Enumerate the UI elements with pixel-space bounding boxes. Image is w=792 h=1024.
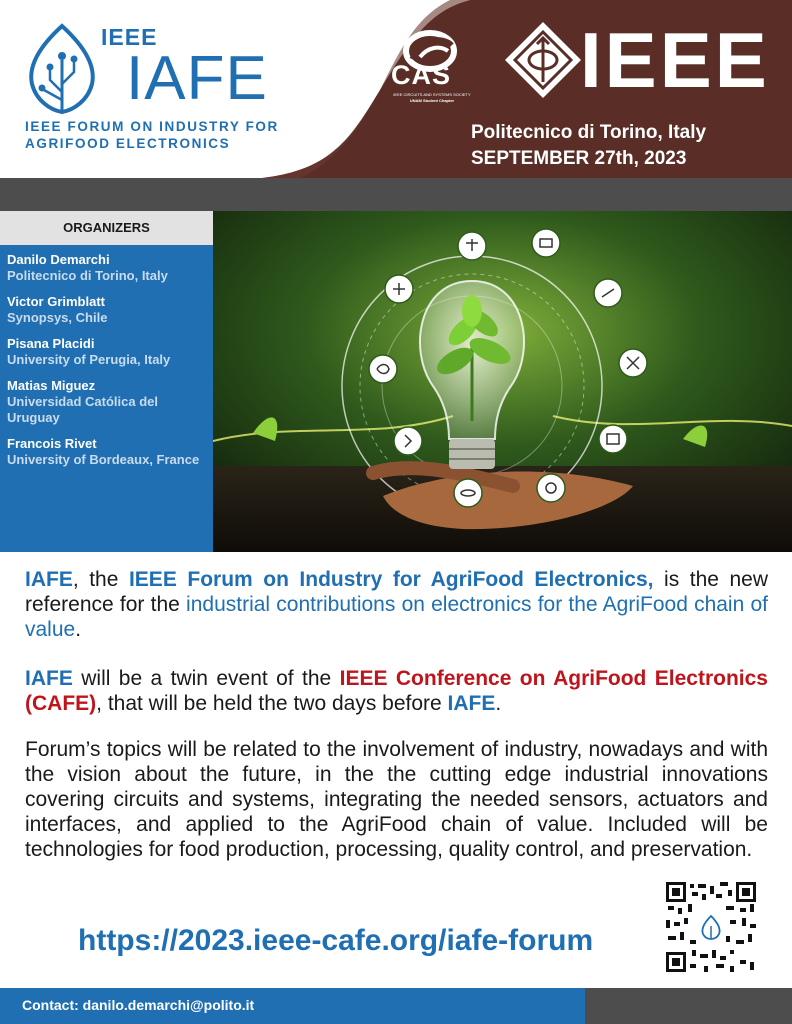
logo-iafe-label: IAFE xyxy=(126,44,268,113)
iafe-term: IAFE xyxy=(25,667,73,690)
cas-subtitle: IEEE CIRCUITS AND SYSTEMS SOCIETY xyxy=(393,92,471,97)
organizer-affiliation: Politecnico di Torino, Italy xyxy=(7,268,168,283)
organizer-affiliation: Synopsys, Chile xyxy=(7,310,108,325)
event-location: Politecnico di Torino, Italy xyxy=(471,122,707,143)
intro-text-2: is the new reference for the xyxy=(25,568,768,616)
ieee-diamond-icon xyxy=(503,20,583,100)
organizers-title: ORGANIZERS xyxy=(63,220,150,235)
event-date: SEPTEMBER 27th, 2023 xyxy=(471,148,687,169)
twin-text-1: will be a twin event of the xyxy=(72,667,340,690)
twin-event-paragraph xyxy=(25,666,768,716)
iafe-leaf-circuit-icon xyxy=(22,22,102,118)
intro-text-3: . xyxy=(75,618,82,641)
organizer-item xyxy=(7,336,207,368)
forum-url-link[interactable]: https://2023.ieee-cafe.org/iafe-forum xyxy=(78,924,594,957)
cas-chapter: UNAM Student Chapter xyxy=(409,98,455,103)
topics-paragraph: Forum’s topics will be related to the involvement of industry, nowadays and with the vision about the future, in the the cutting edge industrial innovations covering circuits and systems, integrating the needed sensors, actuators and interfaces, and applied to the AgriFood chain of value. Included will be technologies for food production, processing, quality control, and preservation. xyxy=(25,738,768,861)
organizer-item xyxy=(7,294,207,326)
cafe-conference-name: IEEE Conference on AgriFood Electronics (CAFE) xyxy=(25,667,768,715)
divider-band xyxy=(0,178,792,211)
organizer-item xyxy=(7,252,207,284)
qr-code-icon xyxy=(664,880,758,974)
twin-text-3: . xyxy=(495,692,502,715)
organizer-name: Victor Grimblatt xyxy=(7,294,106,309)
organizer-name: Danilo Demarchi xyxy=(7,252,110,267)
contact-email[interactable]: Contact: danilo.demarchi@polito.it xyxy=(22,997,255,1013)
cas-label: CAS xyxy=(391,60,452,90)
organizer-name: Pisana Placidi xyxy=(7,336,95,351)
forum-name-line1: IEEE FORUM ON INDUSTRY FOR xyxy=(25,119,279,134)
forum-full-name: IEEE Forum on Industry for AgriFood Electronics, xyxy=(128,568,654,591)
organizers-list xyxy=(0,245,213,552)
organizer-item xyxy=(7,378,207,426)
organizer-affiliation: Universidad Católica del Uruguay xyxy=(7,394,158,425)
logo-ieee-label: IEEE xyxy=(101,24,158,50)
forum-name-line2: AGRIFOOD ELECTRONICS xyxy=(25,136,231,151)
iafe-term: IAFE xyxy=(447,692,496,715)
organizer-affiliation: University of Perugia, Italy xyxy=(7,352,171,367)
footer-grey-block xyxy=(585,988,792,1024)
organizer-name: Francois Rivet xyxy=(7,436,97,451)
contribution-phrase: industrial contributions on electronics for the AgriFood chain of value xyxy=(25,593,768,641)
lightbulb-plant-image xyxy=(213,211,792,552)
intro-text-1: , the xyxy=(72,568,129,591)
twin-text-2: , that will be held the two days before xyxy=(96,692,448,715)
forum-name xyxy=(25,118,315,152)
organizer-affiliation: University of Bordeaux, France xyxy=(7,452,200,467)
organizer-name: Matias Miguez xyxy=(7,378,96,393)
organizer-item xyxy=(7,436,207,468)
header xyxy=(0,0,792,178)
ieee-logo-word: IEEE xyxy=(580,16,770,104)
iafe-term: IAFE xyxy=(25,568,73,591)
intro-paragraph xyxy=(25,567,768,642)
